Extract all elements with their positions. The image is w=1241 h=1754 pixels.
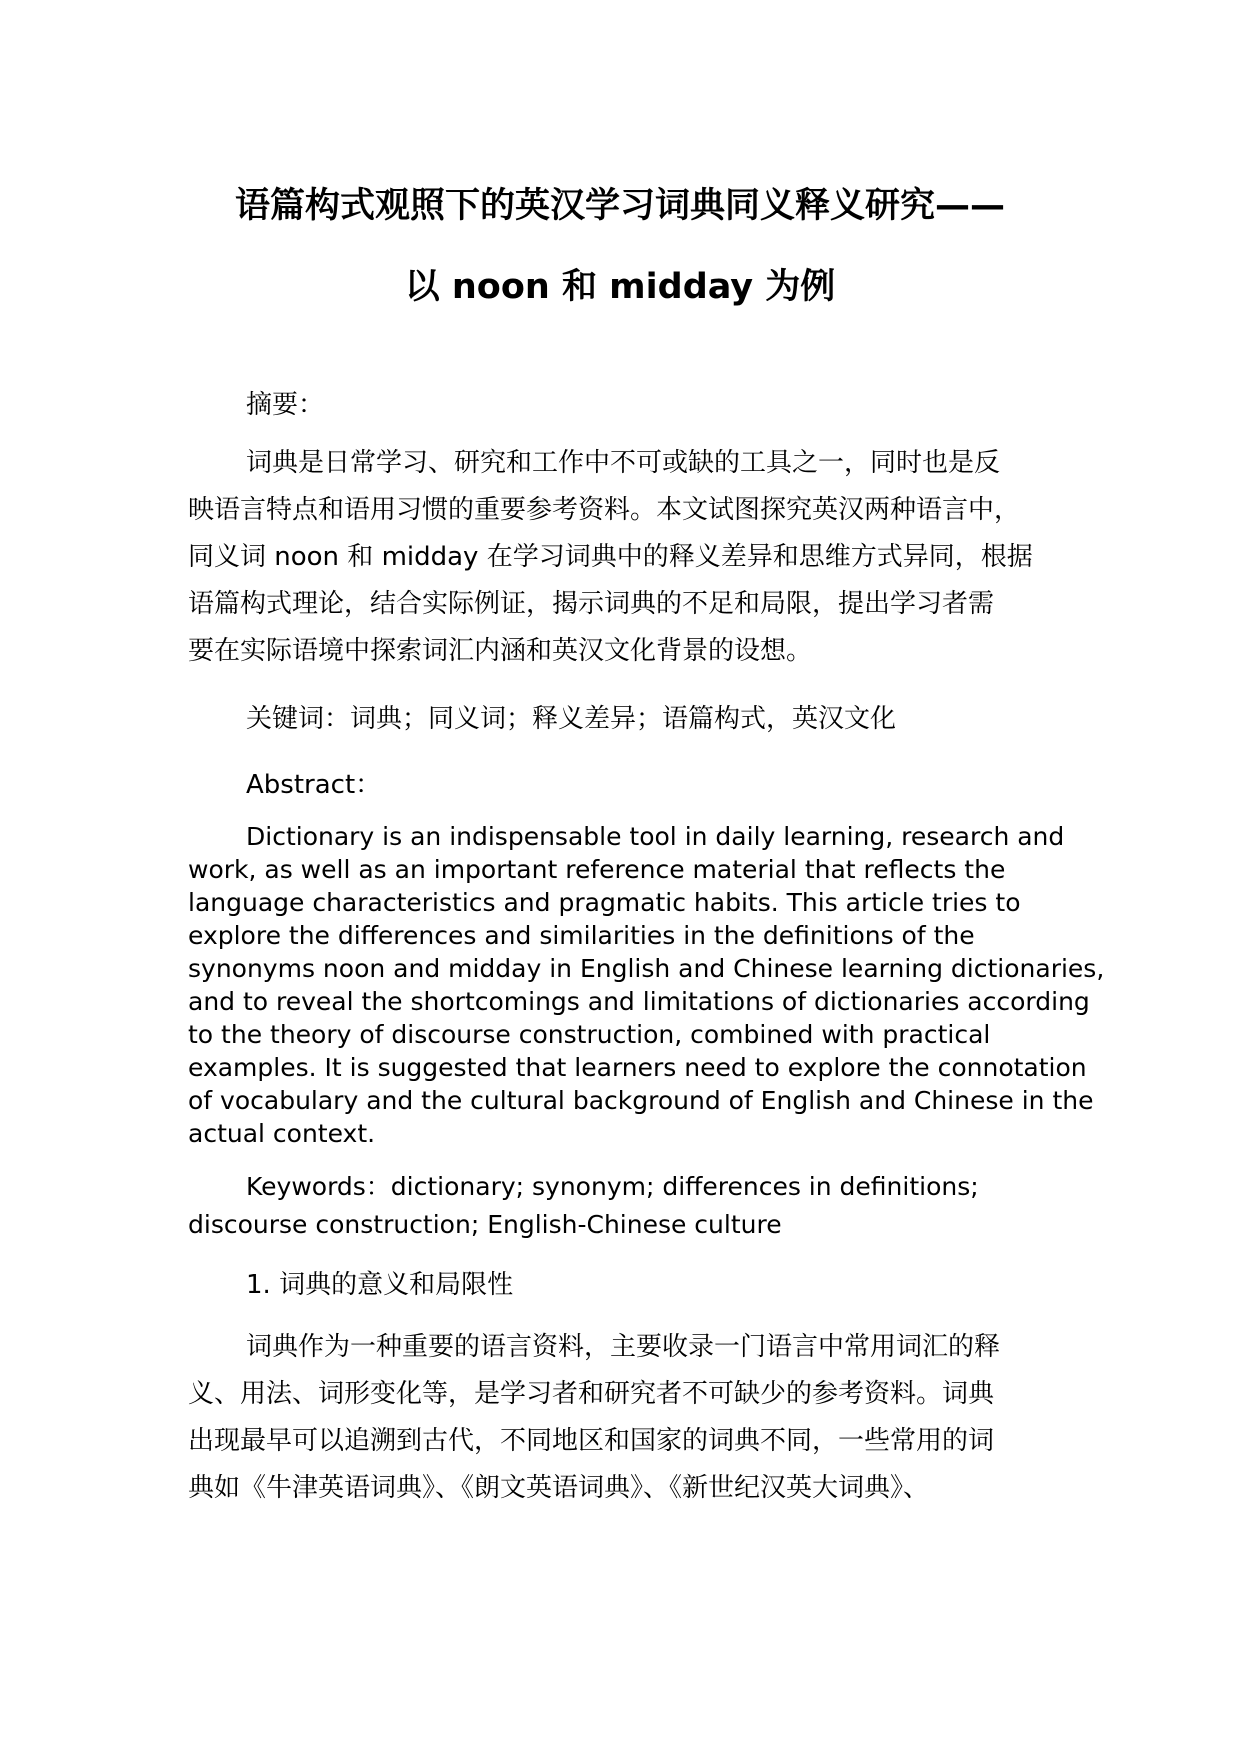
abstract-en-paragraph xyxy=(188,820,1105,1150)
abstract-cn-label: 摘要： xyxy=(246,390,325,420)
keywords-en-block xyxy=(188,1168,1093,1244)
abstract-en-label-block xyxy=(188,762,1093,809)
abstract-cn-paragraph xyxy=(188,440,1093,675)
abstract-cn-line: 映语言特点和语用习惯的重要参考资料。本文试图探究英汉两种语言中， xyxy=(188,495,1021,525)
abstract-cn-line: 要在实际语境中探索词汇内涵和英汉文化背景的设想。 xyxy=(188,636,813,666)
abstract-cn-line: 词典是日常学习、研究和工作中不可或缺的工具之一，同时也是反 xyxy=(246,448,1001,478)
section-1-line: 词典作为一种重要的语言资料，主要收录一门语言中常用词汇的释 xyxy=(246,1332,1001,1362)
keywords-en-line: discourse construction; English-Chinese culture xyxy=(188,1210,782,1239)
title-line-2: 以 noon 和 midday 为例 xyxy=(404,267,836,307)
section-1-paragraph xyxy=(188,1324,1093,1512)
abstract-en-line: synonyms noon and midday in English and Chinese learning dictionaries, xyxy=(188,954,1105,983)
section-1-heading: 1. 词典的意义和局限性 xyxy=(246,1270,514,1300)
abstract-en-label: Abstract： xyxy=(246,770,382,800)
abstract-cn-line: 语篇构式理论，结合实际例证，揭示词典的不足和局限，提出学习者需 xyxy=(188,589,995,619)
keywords-en-line: Keywords：dictionary; synonym; differences in definitions; xyxy=(246,1172,979,1201)
abstract-en-line: actual context. xyxy=(188,1119,376,1148)
section-1-line: 义、用法、词形变化等，是学习者和研究者不可缺少的参考资料。词典 xyxy=(188,1379,995,1409)
abstract-en-line: explore the differences and similarities in the definitions of the xyxy=(188,921,975,950)
abstract-en-line: Dictionary is an indispensable tool in daily learning, research and xyxy=(246,822,1065,851)
section-1-line: 出现最早可以追溯到古代，不同地区和国家的词典不同，一些常用的词 xyxy=(188,1426,995,1456)
abstract-cn-label-block xyxy=(188,382,1093,429)
abstract-cn-line: 同义词 noon 和 midday 在学习词典中的释义差异和思维方式异同，根据 xyxy=(188,542,1033,572)
section-1-line: 典如《牛津英语词典》、《朗文英语词典》、《新世纪汉英大词典》、 xyxy=(188,1473,930,1503)
abstract-en-line: examples. It is suggested that learners need to explore the connotation xyxy=(188,1053,1087,1082)
keywords-cn: 关键词：词典；同义词；释义差异；语篇构式，英汉文化 xyxy=(246,704,897,734)
section-1-heading-block xyxy=(188,1262,1093,1309)
abstract-en-line: and to reveal the shortcomings and limitations of dictionaries according xyxy=(188,987,1090,1016)
abstract-en-line: to the theory of discourse construction, combined with practical xyxy=(188,1020,991,1049)
keywords-cn-block xyxy=(188,696,1093,743)
abstract-en-line: work, as well as an important reference material that reflects the xyxy=(188,855,1006,884)
abstract-en-line: language characteristics and pragmatic habits. This article tries to xyxy=(188,888,1021,917)
title-line-1: 语篇构式观照下的英汉学习词典同义释义研究—— xyxy=(234,186,1005,226)
abstract-en-line: of vocabulary and the cultural background of English and Chinese in the xyxy=(188,1086,1094,1115)
